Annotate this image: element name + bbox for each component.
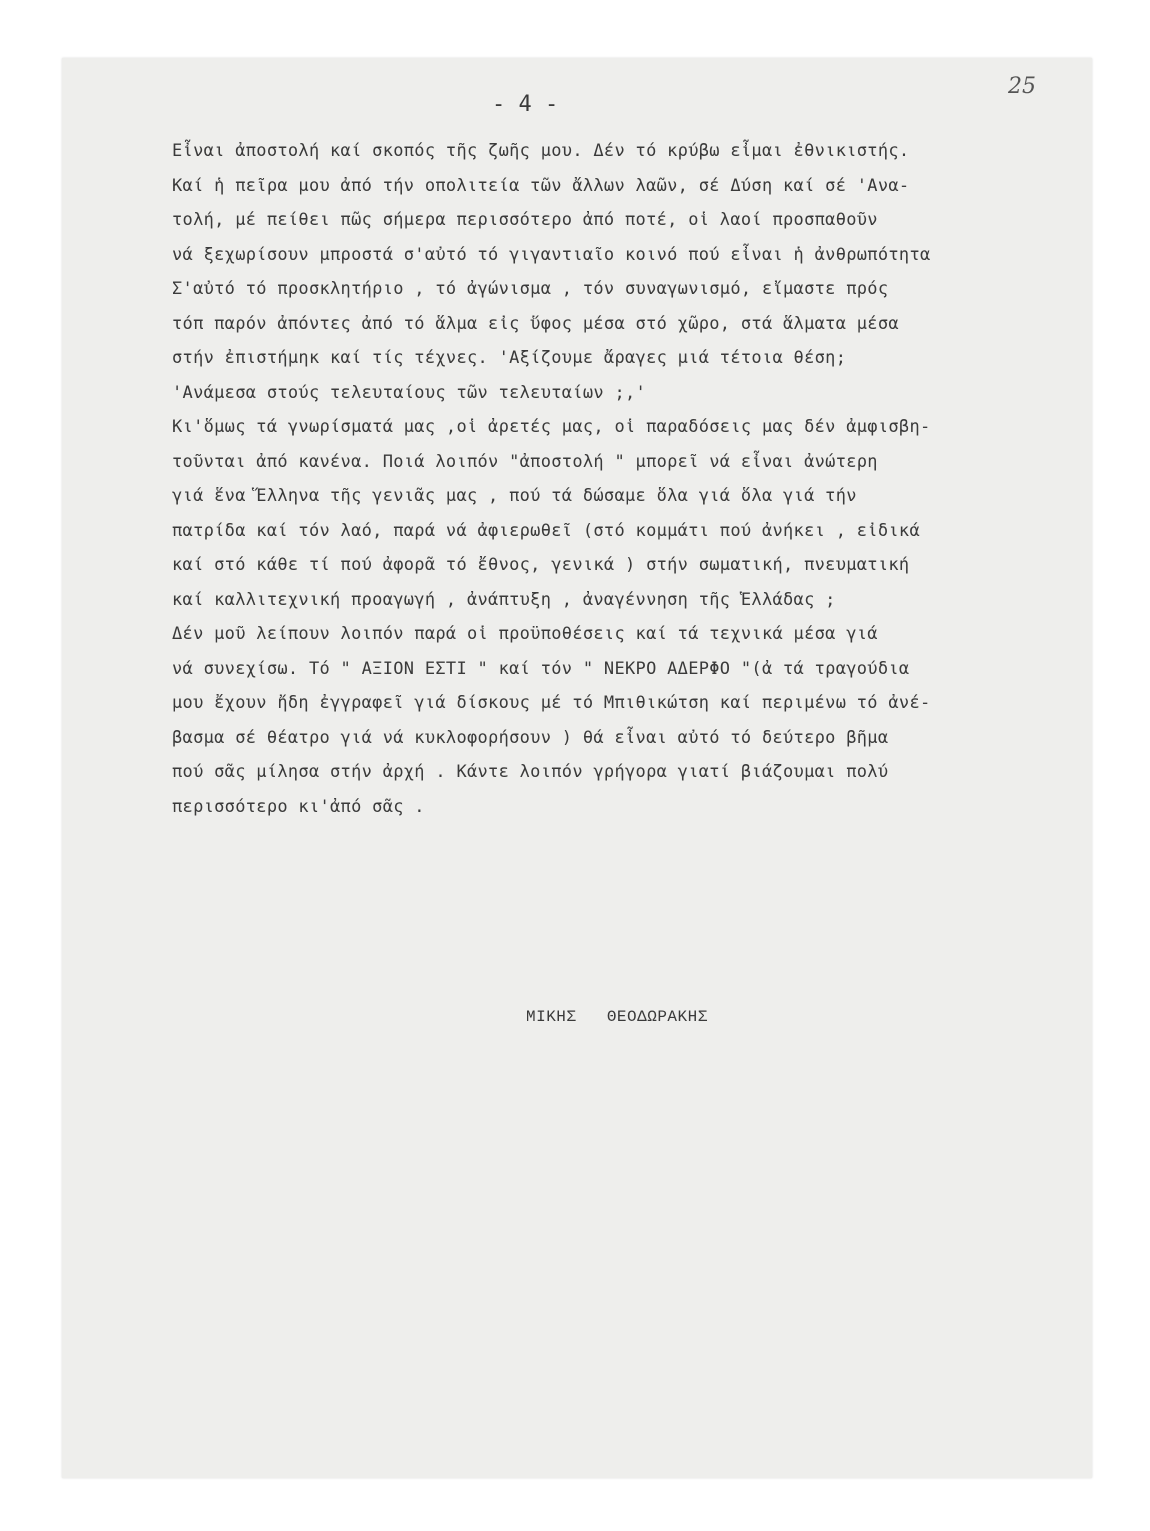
typewritten-page — [62, 58, 1092, 1478]
archive-number: 25 — [1008, 74, 1036, 99]
text-line: βασμα σέ θέατρο γιά νά κυκλοφορήσουν ) θά εἶναι αὐτό τό δεύτερο βῆμα — [172, 727, 889, 748]
text-line: 'Ανάμεσα στούς τελευταίους τῶν τελευταίων ;,' — [172, 382, 647, 403]
text-line: Καί ἡ πεῖρα μου ἀπό τήν οπολιτεία τῶν ἄλλων λαῶν, σέ Δύση καί σέ 'Ανα- — [172, 175, 910, 196]
signature: ΜΙΚΗΣ ΘΕΟΔΩΡΑΚΗΣ — [526, 1008, 708, 1026]
text-line: πού σᾶς μίλησα στήν ἀρχή . Κάντε λοιπόν γρήγορα γιατί βιάζουμαι πολύ — [172, 762, 889, 782]
text-line: νά ξεχωρίσουν μπροστά σ'αὐτό τό γιγαντιαῖο κοινό πού εἶναι ἡ ἀνθρωπότητα — [172, 244, 931, 265]
text-line: νά συνεχίσω. Τό " ΑΞΙΟΝ ΕΣΤΙ " καί τόν " ΝΕΚΡΟ ΑΔΕΡΦΟ "(ἀ τά τραγούδια — [172, 658, 910, 679]
text-line: καί στό κάθε τί πού ἀφορᾶ τό ἔθνος, γενικά ) στήν σωματική, πνευματική — [172, 555, 910, 575]
letter-body — [172, 134, 1090, 824]
text-line: τολή, μέ πείθει πῶς σήμερα περισσότερο ἀπό ποτέ, οἱ λαοί προσπαθοῦν — [172, 210, 878, 230]
page-number: - 4 - — [492, 92, 559, 117]
text-line: Σ'αὐτό τό προσκλητήριο , τό ἀγώνισμα , τόν συναγωνισμό, εἴμαστε πρός — [172, 279, 889, 299]
text-line: στήν ἐπιστήμηκ καί τίς τέχνες. 'Αξίζουμε ἄραγες μιά τέτοια θέση; — [172, 348, 847, 368]
text-line: γιά ἕνα Ἕλληνα τῆς γενιᾶς μας , πού τά δώσαμε ὅλα γιά ὅλα γιά τήν — [172, 486, 857, 506]
text-line: τοῦνται ἀπό κανένα. Ποιά λοιπόν "ἀποστολή " μπορεῖ νά εἶναι ἀνώτερη — [172, 451, 878, 472]
text-line: καί καλλιτεχνική προαγωγή , ἀνάπτυξη , ἀναγέννηση τῆς Ἑλλάδας ; — [172, 589, 836, 610]
text-line: μου ἔχουν ἤδη ἐγγραφεῖ γιά δίσκους μέ τό Μπιθικώτση καί περιμένω τό ἀνέ- — [172, 693, 931, 713]
text-line: περισσότερο κι'ἀπό σᾶς . — [172, 796, 425, 817]
text-line: Δέν μοῦ λείπουν λοιπόν παρά οἱ προϋποθέσεις καί τά τεχνικά μέσα γιά — [172, 624, 878, 644]
text-line: Κι'ὅμως τά γνωρίσματά μας ,οἱ ἀρετές μας, οἱ παραδόσεις μας δέν ἀμφισβη- — [172, 417, 931, 437]
text-line: Εἶναι ἀποστολή καί σκοπός τῆς ζωῆς μου. Δέν τό κρύβω εἶμαι ἐθνικιστής. — [172, 141, 910, 161]
text-line: τόπ παρόν ἀπόντες ἀπό τό ἅλμα εἰς ὕφος μέσα στό χῶρο, στά ἅλματα μέσα — [172, 313, 899, 334]
text-line: πατρίδα καί τόν λαό, παρά νά ἀφιερωθεῖ (στό κομμάτι πού ἀνήκει , εἰδικά — [172, 520, 920, 541]
